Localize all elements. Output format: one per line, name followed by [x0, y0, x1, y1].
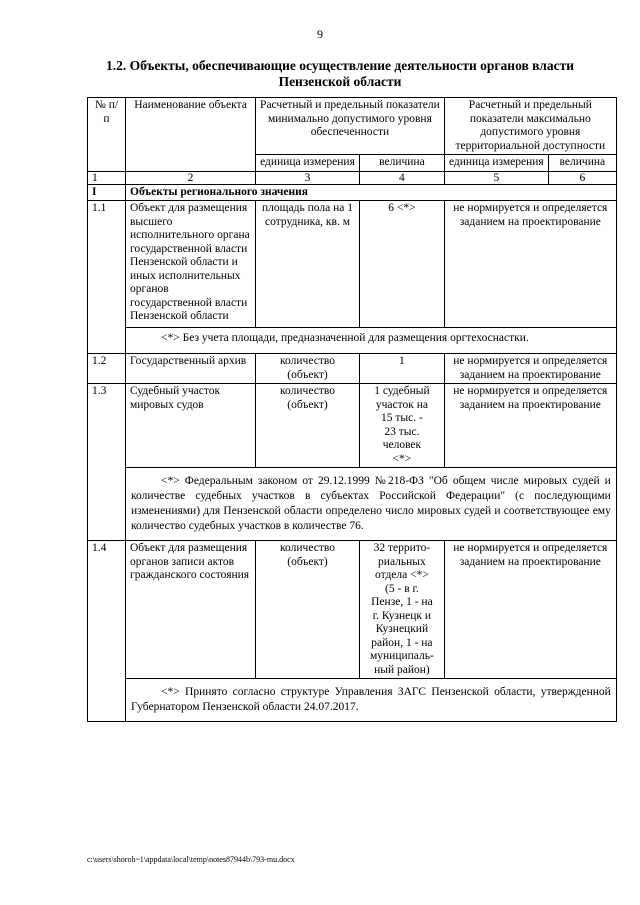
file-path-footer: c:\users\shoroh~1\appdata\local\temp\notes87944b\793-mu.docx: [87, 855, 295, 864]
table-row: [88, 201, 617, 328]
column-number: 3: [256, 171, 360, 184]
row-num: 1.1: [88, 201, 126, 354]
header-row: [88, 98, 617, 155]
header-name: Наименование объекта: [126, 98, 256, 172]
row-unit: количество (объект): [256, 384, 360, 468]
row-value: 32 террито-риальных отдела <*> (5 - в г. Пензе, 1 - на г. Кузнецк и Кузнецкий район, 1 - на муниципаль-ный район): [360, 541, 445, 679]
header-min-group: Расчетный и предельный показатели минимально допустимого уровня обеспеченности: [256, 98, 445, 155]
row-value: 6 <*>: [360, 201, 445, 328]
header-unit: единица измерения: [256, 155, 360, 172]
row-num: 1.2: [88, 354, 126, 384]
section-title: Объекты регионального значения: [126, 184, 617, 201]
row-note: <*> Принято согласно структуре Управления ЗАГС Пензенской области, утвержденной Губернатором Пензенской области 24.07.2017.: [126, 679, 617, 722]
header-num: № п/п: [88, 98, 126, 172]
row-value: 1 судебный участок на 15 тыс. - 23 тыс. человек <*>: [360, 384, 445, 468]
header-value-2: величина: [548, 155, 616, 172]
column-number: 5: [444, 171, 548, 184]
section-row: [88, 184, 617, 201]
column-number: 1: [88, 171, 126, 184]
row-name: Объект для размещения высшего исполнительного органа государственной власти Пензенской области и иных исполнительных органов государственной власти Пензенской области: [126, 201, 256, 328]
section-num: I: [88, 184, 126, 201]
row-value: 1: [360, 354, 445, 384]
note-row: [88, 327, 617, 354]
column-number: 6: [548, 171, 616, 184]
column-number: 4: [360, 171, 445, 184]
row-note: <*> Федеральным законом от 29.12.1999 №218-ФЗ "Об общем числе мировых судей и количестве судебных участков в субъектах Российской Федерации" (с последующими изменениями) для Пензенской области определено число мировых судей и соответствующее ему количество судебных участков в количестве 76.: [126, 468, 617, 541]
note-row: [88, 468, 617, 541]
row-access: не нормируется и определяется заданием на проектирование: [444, 541, 616, 679]
table-row: [88, 384, 617, 468]
row-unit: площадь пола на 1 сотрудника, кв. м: [256, 201, 360, 328]
row-num: 1.3: [88, 384, 126, 541]
row-unit: количество (объект): [256, 541, 360, 679]
row-num: 1.4: [88, 541, 126, 722]
table-row: [88, 541, 617, 679]
row-access: не нормируется и определяется заданием на проектирование: [444, 384, 616, 468]
header-unit-2: единица измерения: [444, 155, 548, 172]
column-numbers-row: [88, 171, 617, 184]
row-note: <*> Без учета площади, предназначенной для размещения оргтехоснастки.: [126, 327, 617, 354]
row-access: не нормируется и определяется заданием на проектирование: [444, 201, 616, 328]
column-number: 2: [126, 171, 256, 184]
standards-table: [87, 97, 617, 722]
row-name: Объект для размещения органов записи актов гражданского состояния: [126, 541, 256, 679]
row-name: Государственный архив: [126, 354, 256, 384]
header-max-group: Расчетный и предельный показатели максимально допустимого уровня территориальной доступности: [444, 98, 616, 155]
title-line-1: 1.2. Объекты, обеспечивающие осуществление деятельности органов власти: [106, 58, 574, 73]
table-row: [88, 354, 617, 384]
note-row: [88, 679, 617, 722]
row-access: не нормируется и определяется заданием на проектирование: [444, 354, 616, 384]
header-value: величина: [360, 155, 445, 172]
page-number: 9: [317, 27, 323, 41]
title-line-2: Пензенской области: [278, 74, 402, 89]
row-unit: количество (объект): [256, 354, 360, 384]
row-name: Судебный участок мировых судов: [126, 384, 256, 468]
document-title: [90, 58, 590, 90]
